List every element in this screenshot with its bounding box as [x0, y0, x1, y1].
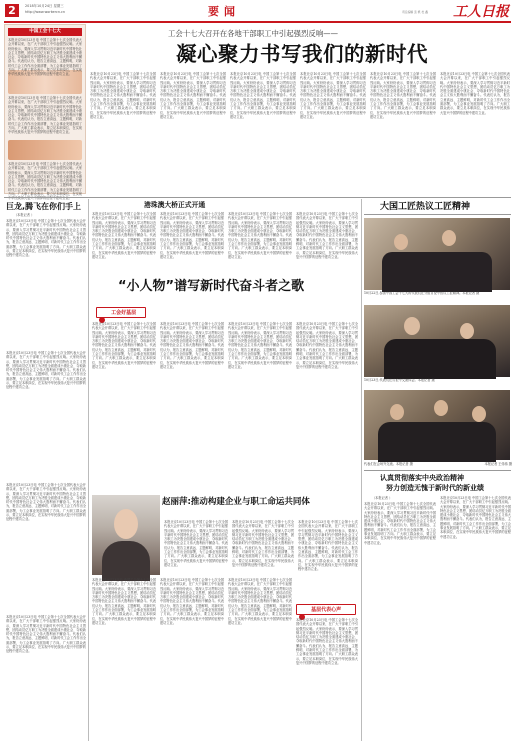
bridge-article-col-2: 本报北京10月23日电 中国工会第十七次全国代表大会开幕以来，在广大干部职工中引起强烈反响。大家纷纷表示，要深入学习贯彻习近平新时代中国特色社会主义思想，团结动员亿万职工为决胜全面建成小康社会、夺取新时代中国特色社会主义伟大胜利而不懈奋斗。代表们认为，报告立意高远、主题鲜明，对新时代工会工作作出全面部署，为工会事业发展指明了方向。广大职工群众表示，要立足本职岗位，在实现中华民族伟大复兴中国梦的征程中建功立业。	[160, 212, 224, 259]
lead-body-col-6: 本报北京10月23日电 中国工会第十七次全国代表大会开幕以来，在广大干部职工中引起强烈反响。大家纷纷表示，要深入学习贯彻习近平新时代中国特色社会主义思想，团结动员亿万职工为决胜全面建成小康社会、夺取新时代中国特色社会主义伟大胜利而不懈奋斗。代表们认为，报告立意高远、主题鲜明，对新时代工会工作作出全面部署，为工会事业发展指明了方向。广大职工群众表示，要立足本职岗位，在实现中华民族伟大复兴中国梦的征程中建功立业。	[440, 72, 510, 115]
portrait-body	[102, 541, 150, 581]
feature-col-3: 本报北京10月23日电 中国工会第十七次全国代表大会开幕以来，在广大干部职工中引起强烈反响。大家纷纷表示，要深入学习贯彻习近平新时代中国特色社会主义思想，团结动员亿万职工为决胜全面建成小康社会、夺取新时代中国特色社会主义伟大胜利而不懈奋斗。代表们认为，报告立意高远、主题鲜明，对新时代工会工作作出全面部署，为工会事业发展指明了方向。广大职工群众表示，要立足本职岗位，在实现中华民族伟大复兴中国梦的征程中建功立业。	[228, 322, 292, 369]
right-top-headline: 大国工匠热议工匠精神	[380, 202, 471, 212]
feature-col-1: 本报北京10月23日电 中国工会第十七次全国代表大会开幕以来，在广大干部职工中引起强烈反响。大家纷纷表示，要深入学习贯彻习近平新时代中国特色社会主义思想，团结动员亿万职工为决胜全面建成小康社会、夺取新时代中国特色社会主义伟大胜利而不懈奋斗。代表们认为，报告立意高远、主题鲜明，对新时代工会工作作出全面部署，为工会事业发展指明了方向。广大职工群众表示，要立足本职岗位，在实现中华民族伟大复兴中国梦的征程中建功立业。	[92, 322, 156, 369]
right-top-headline-rule	[364, 214, 511, 215]
bottom-feature-headline: 赵丽萍:推动构建企业与职工命运共同体	[162, 497, 310, 507]
sidebar-badge: 中国工会十七大	[8, 28, 82, 36]
right-photo-3	[364, 390, 510, 460]
section-label: 要闻	[208, 5, 240, 18]
lead-body-col-1: 本报北京10月23日电 中国工会第十七次全国代表大会开幕以来，在广大干部职工中引起强烈反响。大家纷纷表示，要深入学习贯彻习近平新时代中国特色社会主义思想，团结动员亿万职工为决胜全面建成小康社会、夺取新时代中国特色社会主义伟大胜利而不懈奋斗。代表们认为，报告立意高远、主题鲜明，对新时代工会工作作出全面部署，为工会事业发展指明了方向。广大职工群众表示，要立足本职岗位，在实现中华民族伟大复兴中国梦的征程中建功立业。	[90, 72, 156, 119]
masthead-date: 2018年10月24日 星期三	[25, 4, 64, 8]
bottom-feature-col-1: 本报北京10月23日电 中国工会第十七次全国代表大会开幕以来，在广大干部职工中引起强烈反响。大家纷纷表示，要深入学习贯彻习近平新时代中国特色社会主义思想，团结动员亿万职工为决胜全面建成小康社会、夺取新时代中国特色社会主义伟大胜利而不懈奋斗。代表们认为，报告立意高远、主题鲜明，对新时代工会工作作出全面部署，为工会事业发展指明了方向。广大职工群众表示，要立足本职岗位，在实现中华民族伟大复兴中国梦的征程中建功立业。	[164, 520, 228, 567]
right-mid-rule	[364, 470, 511, 471]
page-number: 2	[8, 4, 16, 17]
bottom-feature-col-3: 本报北京10月23日电 中国工会第十七次全国代表大会开幕以来，在广大干部职工中引起强烈反响。大家纷纷表示，要深入学习贯彻习近平新时代中国特色社会主义思想，团结动员亿万职工为决胜全面建成小康社会、夺取新时代中国特色社会主义伟大胜利而不懈奋斗。代表们认为，报告立意高远、主题鲜明，对新时代工会工作作出全面部署，为工会事业发展指明了方向。广大职工群众表示，要立足本职岗位，在实现中华民族伟大复兴中国梦的征程中建功立业。	[298, 520, 358, 572]
left-column-separator	[88, 199, 89, 741]
bridge-article-headline: 港珠澳大桥正式开通	[144, 201, 206, 209]
right-photo-3-suits	[378, 422, 496, 462]
right-photo-3-figure-b	[434, 400, 448, 416]
masthead-url: http://www.workercn.cn	[25, 10, 66, 14]
right-bottom-col-2: 本报北京10月23日电 中国工会第十七次全国代表大会开幕以来，在广大干部职工中引起强烈反响。大家纷纷表示，要深入学习贯彻习近平新时代中国特色社会主义思想，团结动员亿万职工为决胜全面建成小康社会、夺取新时代中国特色社会主义伟大胜利而不懈奋斗。代表们认为，报告立意高远、主题鲜明，对新时代工会工作作出全面部署，为工会事业发展指明了方向。广大职工群众表示，要立足本职岗位，在实现中华民族伟大复兴中国梦的征程中建功立业。	[440, 496, 511, 539]
feature-headline: “小人物”谱写新时代奋斗者之歌	[118, 279, 305, 294]
bottom-feature-badge-label: 基层代表心声	[311, 607, 342, 613]
sidebar-infographic	[4, 24, 86, 201]
bridge-article-col-4: 本报北京10月23日电 中国工会第十七次全国代表大会开幕以来，在广大干部职工中引起强烈反响。大家纷纷表示，要深入学习贯彻习近平新时代中国特色社会主义思想，团结动员亿万职工为决胜全面建成小康社会、夺取新时代中国特色社会主义伟大胜利而不懈奋斗。代表们认为，报告立意高远、主题鲜明，对新时代工会工作作出全面部署，为工会事业发展指明了方向。广大职工群众表示，要立足本职岗位，在实现中华民族伟大复兴中国梦的征程中建功立业。	[296, 212, 358, 259]
bottom-feature-col-5: 本报北京10月23日电 中国工会第十七次全国代表大会开幕以来，在广大干部职工中引起强烈反响。大家纷纷表示，要深入学习贯彻习近平新时代中国特色社会主义思想，团结动员亿万职工为决胜全面建成小康社会、夺取新时代中国特色社会主义伟大胜利而不懈奋斗。代表们认为，报告立意高远、主题鲜明，对新时代工会工作作出全面部署，为工会事业发展指明了方向。广大职工群众表示，要立足本职岗位，在实现中华民族伟大复兴中国梦的征程中建功立业。	[160, 578, 224, 625]
right-photo-3-figure-c	[472, 406, 486, 422]
right-bottom-subhead: 努力创造无愧于新时代的新业绩	[386, 484, 484, 492]
lead-headline: 凝心聚力书写我们的新时代	[176, 42, 428, 66]
paper-logo: 工人日报	[453, 4, 509, 20]
portrait-face	[114, 509, 138, 539]
right-photo-3-figure-a	[390, 404, 404, 420]
bridge-article-col-3: 本报北京10月23日电 中国工会第十七次全国代表大会开幕以来，在广大干部职工中引起强烈反响。大家纷纷表示，要深入学习贯彻习近平新时代中国特色社会主义思想，团结动员亿万职工为决胜全面建成小康社会、夺取新时代中国特色社会主义伟大胜利而不懈奋斗。代表们认为，报告立意高远、主题鲜明，对新时代工会工作作出全面部署，为工会事业发展指明了方向。广大职工群众表示，要立足本职岗位，在实现中华民族伟大复兴中国梦的征程中建功立业。	[228, 212, 292, 259]
right-photo-2-figure-a	[404, 317, 420, 335]
bottom-feature-col-2: 本报北京10月23日电 中国工会第十七次全国代表大会开幕以来，在广大干部职工中引起强烈反响。大家纷纷表示，要深入学习贯彻习近平新时代中国特色社会主义思想，团结动员亿万职工为决胜全面建成小康社会、夺取新时代中国特色社会主义伟大胜利而不懈奋斗。代表们认为，报告立意高远、主题鲜明，对新时代工会工作作出全面部署，为工会事业发展指明了方向。广大职工群众表示，要立足本职岗位，在实现中华民族伟大复兴中国梦的征程中建功立业。	[232, 520, 294, 567]
left-article-body-4: 本报北京10月23日电 中国工会第十七次全国代表大会开幕以来，在广大干部职工中引起强烈反响。大家纷纷表示，要深入学习贯彻习近平新时代中国特色社会主义思想，团结动员亿万职工为决胜全面建成小康社会、夺取新时代中国特色社会主义伟大胜利而不懈奋斗。代表们认为，报告立意高远、主题鲜明，对新时代工会工作作出全面部署，为工会事业发展指明了方向。广大职工群众表示，要立足本职岗位，在实现中华民族伟大复兴中国梦的征程中建功立业。	[6, 615, 86, 654]
lead-bottom-rule	[4, 197, 511, 198]
left-article-body-3: 本报北京10月23日电 中国工会第十七次全国代表大会开幕以来，在广大干部职工中引起强烈反响。大家纷纷表示，要深入学习贯彻习近平新时代中国特色社会主义思想，团结动员亿万职工为决胜全面建成小康社会、夺取新时代中国特色社会主义伟大胜利而不懈奋斗。代表们认为，报告立意高远、主题鲜明，对新时代工会工作作出全面部署，为工会事业发展指明了方向。广大职工群众表示，要立足本职岗位，在实现中华民族伟大复兴中国梦的征程中建功立业。	[6, 483, 86, 522]
right-bottom-byline: （本报记者 ）	[372, 496, 393, 500]
right-photo-1-suits	[382, 252, 492, 292]
lead-body-col-2: 本报北京10月23日电 中国工会第十七次全国代表大会开幕以来，在广大干部职工中引起强烈反响。大家纷纷表示，要深入学习贯彻习近平新时代中国特色社会主义思想，团结动员亿万职工为决胜全面建成小康社会、夺取新时代中国特色社会主义伟大胜利而不懈奋斗。代表们认为，报告立意高远、主题鲜明，对新时代工会工作作出全面部署，为工会事业发展指明了方向。广大职工群众表示，要立足本职岗位，在实现中华民族伟大复兴中国梦的征程中建功立业。	[160, 72, 226, 119]
bottom-feature-col-4: 本报北京10月23日电 中国工会第十七次全国代表大会开幕以来，在广大干部职工中引起强烈反响。大家纷纷表示，要深入学习贯彻习近平新时代中国特色社会主义思想，团结动员亿万职工为决胜全面建成小康社会、夺取新时代中国特色社会主义伟大胜利而不懈奋斗。代表们认为，报告立意高远、主题鲜明，对新时代工会工作作出全面部署，为工会事业发展指明了方向。广大职工群众表示，要立足本职岗位，在实现中华民族伟大复兴中国梦的征程中建功立业。	[92, 578, 156, 625]
right-bottom-headline: 认真贯彻落实中央政治精神	[380, 474, 464, 482]
right-caption-1: 10月22日,参加中国工会十七大的代表们在分组讨论中热议工匠精神。本报记者 摄	[364, 291, 480, 295]
right-photo-1	[364, 218, 510, 290]
right-caption-3: 代表们在会场外交流。本报记者 摄	[364, 462, 413, 466]
feature-badge-label: 工会好基层	[111, 310, 137, 316]
right-photo-2-figure-b	[460, 323, 474, 339]
lead-body-col-4: 本报北京10月23日电 中国工会第十七次全国代表大会开幕以来，在广大干部职工中引起强烈反响。大家纷纷表示，要深入学习贯彻习近平新时代中国特色社会主义思想，团结动员亿万职工为决胜全面建成小康社会、夺取新时代中国特色社会主义伟大胜利而不懈奋斗。代表们认为，报告立意高远、主题鲜明，对新时代工会工作作出全面部署，为工会事业发展指明了方向。广大职工群众表示，要立足本职岗位，在实现中华民族伟大复兴中国梦的征程中建功立业。	[300, 72, 366, 119]
sidebar-text-3: 本报北京10月23日电 中国工会第十七次全国代表大会开幕以来，在广大干部职工中引起强烈反响。大家纷纷表示，要深入学习贯彻习近平新时代中国特色社会主义思想，团结动员亿万职工为决胜全面建成小康社会、夺取新时代中国特色社会主义伟大胜利而不懈奋斗。代表们认为，报告立意高远、主题鲜明，对新时代工会工作作出全面部署，为工会事业发展指明了方向。广大职工群众表示，要立足本职岗位，在实现中华民族伟大复兴中国梦的征程中建功立业。	[8, 162, 82, 201]
right-bottom-col-1: 本报北京10月23日电 中国工会第十七次全国代表大会开幕以来，在广大干部职工中引起强烈反响。大家纷纷表示，要深入学习贯彻习近平新时代中国特色社会主义思想，团结动员亿万职工为决胜全面建成小康社会、夺取新时代中国特色社会主义伟大胜利而不懈奋斗。代表们认为，报告立意高远、主题鲜明，对新时代工会工作作出全面部署，为工会事业发展指明了方向。广大职工群众表示，要立足本职岗位，在实现中华民族伟大复兴中国梦的征程中建功立业。	[364, 502, 436, 545]
right-photo-2-suits	[384, 339, 496, 379]
right-photo-credit: 本报记者 王伟伟 摄	[484, 462, 512, 466]
masthead-editors: 责任编辑 张 帆 杜 鑫	[402, 10, 428, 14]
left-article-headline: 巨龙,腾飞在你们手上	[6, 202, 82, 211]
sidebar-text-1: 本报北京10月23日电 中国工会第十七次全国代表大会开幕以来，在广大干部职工中引起强烈反响。大家纷纷表示，要深入学习贯彻习近平新时代中国特色社会主义思想，团结动员亿万职工为决胜全面建成小康社会、夺取新时代中国特色社会主义伟大胜利而不懈奋斗。代表们认为，报告立意高远、主题鲜明，对新时代工会工作作出全面部署，为工会事业发展指明了方向。广大职工群众表示，要立足本职岗位，在实现中华民族伟大复兴中国梦的征程中建功立业。	[8, 38, 82, 77]
feature-col-2: 本报北京10月23日电 中国工会第十七次全国代表大会开幕以来，在广大干部职工中引起强烈反响。大家纷纷表示，要深入学习贯彻习近平新时代中国特色社会主义思想，团结动员亿万职工为决胜全面建成小康社会、夺取新时代中国特色社会主义伟大胜利而不懈奋斗。代表们认为，报告立意高远、主题鲜明，对新时代工会工作作出全面部署，为工会事业发展指明了方向。广大职工群众表示，要立足本职岗位，在实现中华民族伟大复兴中国梦的征程中建功立业。	[160, 322, 224, 369]
right-photo-2	[364, 305, 510, 377]
right-photo-1-figure-a	[394, 234, 408, 250]
lead-kicker: 工会十七大召开在各地干部职工中引起强烈反响——	[168, 29, 338, 38]
lead-body-col-3: 本报北京10月23日电 中国工会第十七次全国代表大会开幕以来，在广大干部职工中引起强烈反响。大家纷纷表示，要深入学习贯彻习近平新时代中国特色社会主义思想，团结动员亿万职工为决胜全面建成小康社会、夺取新时代中国特色社会主义伟大胜利而不懈奋斗。代表们认为，报告立意高远、主题鲜明，对新时代工会工作作出全面部署，为工会事业发展指明了方向。广大职工群众表示，要立足本职岗位，在实现中华民族伟大复兴中国梦的征程中建功立业。	[230, 72, 296, 119]
left-article-body-1: 本报北京10月23日电 中国工会第十七次全国代表大会开幕以来，在广大干部职工中引起强烈反响。大家纷纷表示，要深入学习贯彻习近平新时代中国特色社会主义思想，团结动员亿万职工为决胜全面建成小康社会、夺取新时代中国特色社会主义伟大胜利而不懈奋斗。代表们认为，报告立意高远、主题鲜明，对新时代工会工作作出全面部署，为工会事业发展指明了方向。广大职工群众表示，要立足本职岗位，在实现中华民族伟大复兴中国梦的征程中建功立业。	[6, 219, 86, 258]
bottom-feature-badge	[296, 604, 356, 615]
masthead-rule	[4, 21, 511, 23]
lead-body-col-5: 本报北京10月23日电 中国工会第十七次全国代表大会开幕以来，在广大干部职工中引起强烈反响。大家纷纷表示，要深入学习贯彻习近平新时代中国特色社会主义思想，团结动员亿万职工为决胜全面建成小康社会、夺取新时代中国特色社会主义伟大胜利而不懈奋斗。代表们认为，报告立意高远、主题鲜明，对新时代工会工作作出全面部署，为工会事业发展指明了方向。广大职工群众表示，要立足本职岗位，在实现中华民族伟大复兴中国梦的征程中建功立业。	[370, 72, 436, 119]
portrait-photo	[92, 495, 160, 575]
sidebar-graphic-2	[8, 140, 82, 160]
right-caption-2: 10月23日,代表们在讨论中交流体会。本报记者 摄	[364, 378, 435, 382]
left-article-byline: （本报记者 ）	[14, 213, 35, 217]
feature-col-4: 本报北京10月23日电 中国工会第十七次全国代表大会开幕以来，在广大干部职工中引起强烈反响。大家纷纷表示，要深入学习贯彻习近平新时代中国特色社会主义思想，团结动员亿万职工为决胜全面建成小康社会、夺取新时代中国特色社会主义伟大胜利而不懈奋斗。代表们认为，报告立意高远、主题鲜明，对新时代工会工作作出全面部署，为工会事业发展指明了方向。广大职工群众表示，要立足本职岗位，在实现中华民族伟大复兴中国梦的征程中建功立业。	[296, 322, 358, 369]
left-article-body-2: 本报北京10月23日电 中国工会第十七次全国代表大会开幕以来，在广大干部职工中引起强烈反响。大家纷纷表示，要深入学习贯彻习近平新时代中国特色社会主义思想，团结动员亿万职工为决胜全面建成小康社会、夺取新时代中国特色社会主义伟大胜利而不懈奋斗。代表们认为，报告立意高远、主题鲜明，对新时代工会工作作出全面部署，为工会事业发展指明了方向。广大职工群众表示，要立足本职岗位，在实现中华民族伟大复兴中国梦的征程中建功立业。	[6, 351, 86, 390]
bottom-feature-col-6: 本报北京10月23日电 中国工会第十七次全国代表大会开幕以来，在广大干部职工中引起强烈反响。大家纷纷表示，要深入学习贯彻习近平新时代中国特色社会主义思想，团结动员亿万职工为决胜全面建成小康社会、夺取新时代中国特色社会主义伟大胜利而不懈奋斗。代表们认为，报告立意高远、主题鲜明，对新时代工会工作作出全面部署，为工会事业发展指明了方向。广大职工群众表示，要立足本职岗位，在实现中华民族伟大复兴中国梦的征程中建功立业。	[228, 578, 292, 625]
right-photo-1-figure-b	[442, 230, 456, 246]
feature-badge	[96, 307, 146, 318]
bottom-feature-col-7: 本报北京10月23日电 中国工会第十七次全国代表大会开幕以来，在广大干部职工中引起强烈反响。大家纷纷表示，要深入学习贯彻习近平新时代中国特色社会主义思想，团结动员亿万职工为决胜全面建成小康社会、夺取新时代中国特色社会主义伟大胜利而不懈奋斗。代表们认为，报告立意高远、主题鲜明，对新时代工会工作作出全面部署，为工会事业发展指明了方向。广大职工群众表示，要立足本职岗位，在实现中华民族伟大复兴中国梦的征程中建功立业。	[296, 618, 358, 665]
bridge-article-col-1: 本报北京10月23日电 中国工会第十七次全国代表大会开幕以来，在广大干部职工中引起强烈反响。大家纷纷表示，要深入学习贯彻习近平新时代中国特色社会主义思想，团结动员亿万职工为决胜全面建成小康社会、夺取新时代中国特色社会主义伟大胜利而不懈奋斗。代表们认为，报告立意高远、主题鲜明，对新时代工会工作作出全面部署，为工会事业发展指明了方向。广大职工群众表示，要立足本职岗位，在实现中华民族伟大复兴中国梦的征程中建功立业。	[92, 212, 156, 259]
page-number-badge	[5, 4, 19, 17]
middle-right-separator	[361, 199, 362, 741]
sidebar-text-2: 本报北京10月23日电 中国工会第十七次全国代表大会开幕以来，在广大干部职工中引起强烈反响。大家纷纷表示，要深入学习贯彻习近平新时代中国特色社会主义思想，团结动员亿万职工为决胜全面建成小康社会、夺取新时代中国特色社会主义伟大胜利而不懈奋斗。代表们认为，报告立意高远、主题鲜明，对新时代工会工作作出全面部署，为工会事业发展指明了方向。广大职工群众表示，要立足本职岗位，在实现中华民族伟大复兴中国梦的征程中建功立业。	[8, 96, 82, 135]
